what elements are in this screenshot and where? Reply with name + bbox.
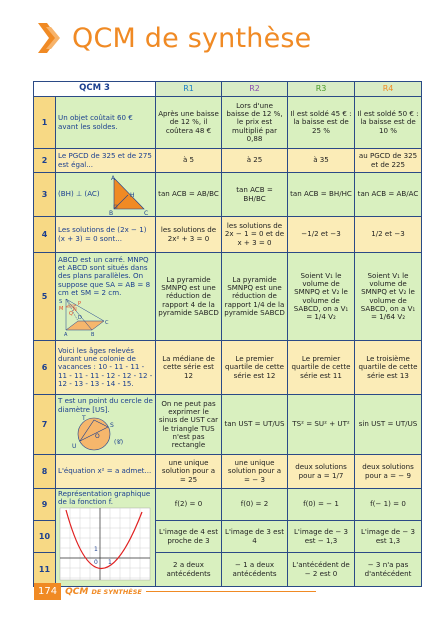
question-cell	[56, 173, 156, 217]
answer-r1: les solutions de 2x² + 3 = 0	[156, 217, 222, 253]
question-cell	[56, 253, 156, 341]
answer-r3: Il est soldé 45 € : la baisse est de 25 %	[288, 97, 355, 149]
answer-r4: f(− 1) = 0	[355, 489, 422, 521]
fig-label: B	[109, 209, 114, 215]
question-number: 9	[34, 489, 56, 521]
page-number: 174	[34, 583, 61, 600]
question-number: 6	[34, 341, 56, 395]
fig-label: B	[91, 331, 95, 337]
question-text: Un objet coûtait 60 € avant les soldes.	[56, 97, 156, 149]
answer-r4: L'image de − 3 est 1,3	[355, 521, 422, 553]
right-triangle-figure	[106, 175, 150, 215]
question-number: 8	[34, 455, 56, 489]
question-text: T est un point du cercle de diamètre [US].	[58, 396, 153, 414]
answer-r2: f(0) = 2	[222, 489, 288, 521]
question-text: (BH) ⊥ (AC)	[58, 189, 100, 199]
fig-label: S	[110, 421, 114, 429]
answer-r3: TS² = SU² + UT²	[288, 395, 355, 455]
question-number: 1	[34, 97, 56, 149]
answer-r1: On ne peut pas exprimer le sinus de UST car le triangle TUS n'est pas rectangle	[156, 395, 222, 455]
answer-header-r1: R1	[156, 82, 222, 97]
fig-label: D	[78, 314, 82, 321]
question-number: 2	[34, 149, 56, 173]
qcm-table	[33, 81, 422, 587]
table-row	[34, 253, 422, 341]
table-row	[34, 97, 422, 149]
question-number: 11	[34, 553, 56, 587]
table-row	[34, 395, 422, 455]
question-cell	[56, 489, 156, 587]
function-graph	[58, 506, 152, 582]
answer-r1: La pyramide SMNPQ est une réduction de rapport 4 de la pyramide SABCD	[156, 253, 222, 341]
answer-header-r3: R3	[288, 82, 355, 97]
answer-r4: − 3 n'a pas d'antécédent	[355, 553, 422, 587]
answer-r3: tan ACB = BH/HC	[288, 173, 355, 217]
answer-r2: − 1 a deux antécédents	[222, 553, 288, 587]
table-row	[34, 149, 422, 173]
answer-header-r4: R4	[355, 82, 422, 97]
answer-r1: L'image de 4 est proche de 3	[156, 521, 222, 553]
answer-r2: Lors d'une baisse de 12 %, le prix est multiplié par 0,88	[222, 97, 288, 149]
table-row	[34, 455, 422, 489]
table-row	[34, 217, 422, 253]
answer-r1: 2 a deux antécédents	[156, 553, 222, 587]
answer-r2: une unique solution pour a = − 3	[222, 455, 288, 489]
answer-r4: Soient V₁ le volume de SMNPQ et V₂ le volume de SABCD, on a V₁ = 1/64 V₂	[355, 253, 422, 341]
fig-label: M	[59, 305, 64, 312]
question-text: Représentation graphique de la fonction f.	[58, 489, 151, 507]
answer-r3: Soient V₁ le volume de SMNPQ et V₂ le volume de SABCD, on a V₁ = 1/4 V₂	[288, 253, 355, 341]
question-number: 4	[34, 217, 56, 253]
page-title: QCM de synthèse	[72, 22, 312, 54]
fig-label: P	[78, 300, 82, 307]
question-cell	[56, 395, 156, 455]
answer-r1: tan ACB = AB/BC	[156, 173, 222, 217]
answer-r4: deux solutions pour a = − 9	[355, 455, 422, 489]
answer-r1: La médiane de cette série est 12	[156, 341, 222, 395]
fig-label: N	[73, 306, 77, 313]
table-row	[34, 489, 422, 521]
page-footer	[34, 583, 316, 600]
footer-label-small: DE SYNTHÈSE	[91, 587, 142, 596]
pyramid-figure	[58, 297, 118, 337]
fig-label: A	[111, 174, 116, 182]
footer-label-main: QCM	[65, 586, 89, 597]
answer-r4: sin UST = UT/US	[355, 395, 422, 455]
fig-label: C	[144, 209, 149, 215]
fig-label: O	[95, 432, 100, 440]
graph-label: 0	[94, 559, 98, 567]
answer-r4: tan ACB = AB/AC	[355, 173, 422, 217]
answer-r3: Le premier quartile de cette série est 11	[288, 341, 355, 395]
table-row	[34, 173, 422, 217]
answer-r4: 1/2 et −3	[355, 217, 422, 253]
answer-header-r2: R2	[222, 82, 288, 97]
question-number: 10	[34, 521, 56, 553]
fig-label: A	[64, 331, 68, 337]
answer-r2: à 25	[222, 149, 288, 173]
question-number: 7	[34, 395, 56, 455]
question-number: 5	[34, 253, 56, 341]
fig-label: H	[130, 191, 135, 199]
answer-r4: au PGCD de 325 et de 225	[355, 149, 422, 173]
fig-label: U	[72, 442, 77, 450]
table-header-row	[34, 82, 422, 97]
header	[38, 18, 311, 58]
answer-r2: Le premier quartile de cette série est 12	[222, 341, 288, 395]
fig-label: T	[82, 414, 86, 422]
answer-r3: L'image de − 3 est − 1,3	[288, 521, 355, 553]
answer-r3: −1/2 et −3	[288, 217, 355, 253]
question-number: 3	[34, 173, 56, 217]
answer-r1: f(2) = 0	[156, 489, 222, 521]
answer-r1: à 5	[156, 149, 222, 173]
answer-r2: les solutions de 2x − 1 = 0 et de x + 3 = 0	[222, 217, 288, 253]
answer-r3: deux solutions pour a = 1/7	[288, 455, 355, 489]
footer-label	[65, 587, 142, 597]
answer-r3: f(0) = − 1	[288, 489, 355, 521]
fig-label: (𝒞)	[114, 438, 124, 446]
fig-label: Q	[69, 310, 73, 317]
question-text: Les solutions de (2x − 1)(x + 3) = 0 sont...	[56, 217, 156, 253]
answer-r4: Le troisième quartile de cette série est 13	[355, 341, 422, 395]
answer-r2: L'image de 3 est 4	[222, 521, 288, 553]
answer-r2: La pyramide SMNPQ est une réduction de rapport 1/4 de la pyramide SABCD	[222, 253, 288, 341]
answer-r3: L'antécédent de − 2 est 0	[288, 553, 355, 587]
answer-r2: tan ACB = BH/BC	[222, 173, 288, 217]
graph-label: 1	[94, 546, 98, 554]
fig-label: S	[59, 298, 63, 305]
qcm-title: QCM 3	[34, 82, 156, 97]
table-row	[34, 341, 422, 395]
answer-r1: une unique solution pour a = 25	[156, 455, 222, 489]
question-text: Le PGCD de 325 et de 275 est égal...	[56, 149, 156, 173]
double-chevron-icon	[38, 23, 64, 53]
question-text: L'équation x² = a admet...	[56, 455, 156, 489]
fig-label: C	[105, 319, 109, 326]
answer-r4: Il est soldé 50 € : la baisse est de 10 %	[355, 97, 422, 149]
answer-r1: Après une baisse de 12 %, il coûtera 48 €	[156, 97, 222, 149]
graph-label: 1	[108, 559, 112, 567]
answer-r3: à 35	[288, 149, 355, 173]
answer-r2: tan UST = UT/US	[222, 395, 288, 455]
footer-rule	[146, 591, 316, 592]
circle-figure	[58, 414, 148, 452]
question-text: ABCD est un carré. MNPQ et ABCD sont situés dans des plans parallèles. On suppose que SA = AB = 8 cm et SM = 2 cm.	[58, 255, 151, 297]
question-text: Voici les âges relevés durant une colonie de vacances : 10 - 11 - 11 - 11 - 11 - 11 - 12 - 12 - 12 - 12 - 13 - 13 - 14 - 15.	[56, 341, 156, 395]
